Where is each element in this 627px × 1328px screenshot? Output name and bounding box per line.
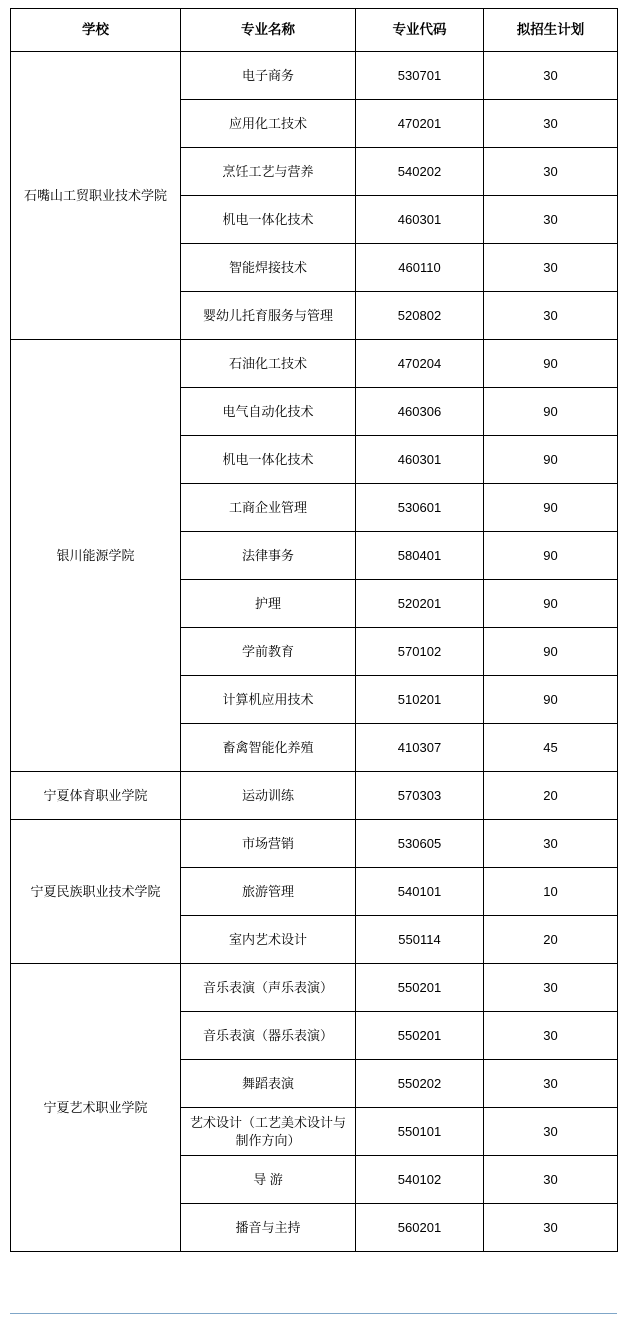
major-code-cell: 460301 [356, 196, 484, 244]
major-code-cell: 530701 [356, 52, 484, 100]
major-code-cell: 580401 [356, 532, 484, 580]
major-code-cell: 540202 [356, 148, 484, 196]
quota-cell: 30 [484, 292, 618, 340]
header-school: 学校 [11, 9, 181, 52]
major-code-cell: 520802 [356, 292, 484, 340]
quota-cell: 90 [484, 532, 618, 580]
quota-cell: 90 [484, 388, 618, 436]
major-code-cell: 550201 [356, 1012, 484, 1060]
quota-cell: 30 [484, 1012, 618, 1060]
major-code-cell: 530601 [356, 484, 484, 532]
document-page [0, 8, 627, 1328]
major-cell: 计算机应用技术 [181, 676, 356, 724]
major-cell: 护理 [181, 580, 356, 628]
table-body [11, 52, 618, 1252]
table-row [11, 52, 618, 100]
quota-cell: 90 [484, 676, 618, 724]
major-cell: 法律事务 [181, 532, 356, 580]
major-cell: 电子商务 [181, 52, 356, 100]
major-cell: 石油化工技术 [181, 340, 356, 388]
quota-cell: 90 [484, 580, 618, 628]
quota-cell: 90 [484, 340, 618, 388]
major-code-cell: 470201 [356, 100, 484, 148]
quota-cell: 30 [484, 244, 618, 292]
table-header [11, 9, 618, 52]
major-code-cell: 460110 [356, 244, 484, 292]
major-code-cell: 510201 [356, 676, 484, 724]
school-cell: 宁夏民族职业技术学院 [11, 820, 181, 964]
major-cell: 婴幼儿托育服务与管理 [181, 292, 356, 340]
major-cell: 市场营销 [181, 820, 356, 868]
quota-cell: 30 [484, 148, 618, 196]
major-code-cell: 550202 [356, 1060, 484, 1108]
major-cell: 音乐表演（器乐表演） [181, 1012, 356, 1060]
quota-cell: 30 [484, 196, 618, 244]
major-cell: 工商企业管理 [181, 484, 356, 532]
quota-cell: 30 [484, 1108, 618, 1156]
major-code-cell: 540102 [356, 1156, 484, 1204]
major-code-cell: 570102 [356, 628, 484, 676]
major-cell: 烹饪工艺与营养 [181, 148, 356, 196]
quota-cell: 30 [484, 820, 618, 868]
quota-cell: 90 [484, 484, 618, 532]
school-cell: 银川能源学院 [11, 340, 181, 772]
table-row [11, 820, 618, 868]
school-cell: 宁夏体育职业学院 [11, 772, 181, 820]
major-code-cell: 460306 [356, 388, 484, 436]
major-cell: 机电一体化技术 [181, 436, 356, 484]
major-cell: 运动训练 [181, 772, 356, 820]
major-code-cell: 560201 [356, 1204, 484, 1252]
header-code: 专业代码 [356, 9, 484, 52]
major-cell: 播音与主持 [181, 1204, 356, 1252]
major-code-cell: 530605 [356, 820, 484, 868]
quota-cell: 10 [484, 868, 618, 916]
major-cell: 音乐表演（声乐表演） [181, 964, 356, 1012]
major-code-cell: 460301 [356, 436, 484, 484]
major-code-cell: 410307 [356, 724, 484, 772]
major-cell: 电气自动化技术 [181, 388, 356, 436]
quota-cell: 90 [484, 628, 618, 676]
quota-cell: 45 [484, 724, 618, 772]
footer-divider [10, 1313, 617, 1314]
quota-cell: 30 [484, 52, 618, 100]
major-code-cell: 520201 [356, 580, 484, 628]
quota-cell: 30 [484, 1204, 618, 1252]
major-cell: 应用化工技术 [181, 100, 356, 148]
table-row [11, 772, 618, 820]
school-cell: 宁夏艺术职业学院 [11, 964, 181, 1252]
major-code-cell: 550101 [356, 1108, 484, 1156]
quota-cell: 30 [484, 1060, 618, 1108]
quota-cell: 30 [484, 1156, 618, 1204]
table-row [11, 964, 618, 1012]
major-cell: 舞蹈表演 [181, 1060, 356, 1108]
enrollment-plan-table [10, 8, 618, 1252]
major-code-cell: 550201 [356, 964, 484, 1012]
major-cell: 畜禽智能化养殖 [181, 724, 356, 772]
major-cell: 艺术设计（工艺美术设计与制作方向） [181, 1108, 356, 1156]
major-code-cell: 570303 [356, 772, 484, 820]
major-code-cell: 470204 [356, 340, 484, 388]
header-row [11, 9, 618, 52]
major-code-cell: 540101 [356, 868, 484, 916]
quota-cell: 20 [484, 916, 618, 964]
major-cell: 室内艺术设计 [181, 916, 356, 964]
header-major: 专业名称 [181, 9, 356, 52]
major-cell: 学前教育 [181, 628, 356, 676]
major-code-cell: 550114 [356, 916, 484, 964]
quota-cell: 90 [484, 436, 618, 484]
table-row [11, 340, 618, 388]
school-cell: 石嘴山工贸职业技术学院 [11, 52, 181, 340]
major-cell: 旅游管理 [181, 868, 356, 916]
quota-cell: 20 [484, 772, 618, 820]
major-cell: 机电一体化技术 [181, 196, 356, 244]
quota-cell: 30 [484, 100, 618, 148]
major-cell: 导 游 [181, 1156, 356, 1204]
quota-cell: 30 [484, 964, 618, 1012]
header-quota: 拟招生计划 [484, 9, 618, 52]
major-cell: 智能焊接技术 [181, 244, 356, 292]
